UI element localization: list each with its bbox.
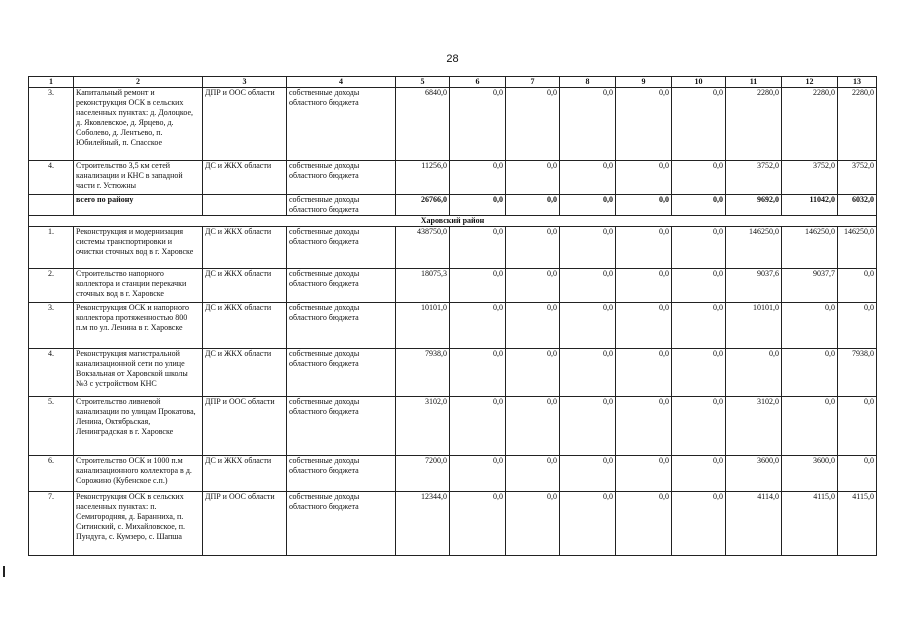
year-col-7: 0,0 [506, 492, 560, 556]
funding-source: собственные доходы областного бюджета [287, 269, 396, 303]
row-number: 1. [29, 227, 74, 269]
row-number: 4. [29, 349, 74, 397]
year-col-13: 0,0 [838, 397, 877, 456]
year-col-7: 0,0 [506, 397, 560, 456]
year-col-6: 0,0 [450, 456, 506, 492]
funding-source: собственные доходы областного бюджета [287, 161, 396, 195]
year-col-11: 9037,6 [726, 269, 782, 303]
year-col-12: 2280,0 [782, 88, 838, 161]
year-col-7: 0,0 [506, 161, 560, 195]
year-col-13: 146250,0 [838, 227, 877, 269]
responsible-agency: ДС и ЖКХ области [203, 456, 287, 492]
year-col-6: 0,0 [450, 195, 506, 216]
page-number: 28 [446, 53, 459, 65]
year-col-6: 0,0 [450, 269, 506, 303]
year-col-7: 0,0 [506, 227, 560, 269]
year-col-9: 0,0 [616, 397, 672, 456]
column-number: 1 [29, 77, 74, 88]
year-col-9: 0,0 [616, 349, 672, 397]
project-name: всего по району [74, 195, 203, 216]
year-col-8: 0,0 [560, 195, 616, 216]
column-number: 13 [838, 77, 877, 88]
program-table [28, 76, 877, 556]
project-name: Строительство ливневой канализации по улицам Прокатова, Ленина, Октябрьская, Ленинградская в г. Харовске [74, 397, 203, 456]
year-col-8: 0,0 [560, 161, 616, 195]
year-col-10: 0,0 [672, 492, 726, 556]
year-col-7: 0,0 [506, 349, 560, 397]
year-col-11: 9692,0 [726, 195, 782, 216]
year-col-8: 0,0 [560, 88, 616, 161]
responsible-agency: ДПР и ООС области [203, 492, 287, 556]
responsible-agency: ДС и ЖКХ области [203, 269, 287, 303]
year-col-10: 0,0 [672, 456, 726, 492]
year-col-9: 0,0 [616, 492, 672, 556]
column-number: 10 [672, 77, 726, 88]
row-number: 3. [29, 88, 74, 161]
year-col-10: 0,0 [672, 303, 726, 349]
funding-source: собственные доходы областного бюджета [287, 492, 396, 556]
column-number: 12 [782, 77, 838, 88]
row-number [29, 195, 74, 216]
row-number: 7. [29, 492, 74, 556]
year-col-12: 11042,0 [782, 195, 838, 216]
year-col-8: 0,0 [560, 492, 616, 556]
year-col-12: 146250,0 [782, 227, 838, 269]
year-col-7: 0,0 [506, 195, 560, 216]
total-amount: 6840,0 [396, 88, 450, 161]
year-col-6: 0,0 [450, 88, 506, 161]
funding-source: собственные доходы областного бюджета [287, 456, 396, 492]
year-col-12: 0,0 [782, 349, 838, 397]
responsible-agency: ДС и ЖКХ области [203, 303, 287, 349]
funding-source: собственные доходы областного бюджета [287, 227, 396, 269]
year-col-9: 0,0 [616, 303, 672, 349]
year-col-7: 0,0 [506, 456, 560, 492]
table-row [29, 269, 877, 303]
column-number: 7 [506, 77, 560, 88]
total-amount: 7200,0 [396, 456, 450, 492]
year-col-11: 10101,0 [726, 303, 782, 349]
year-col-11: 0,0 [726, 349, 782, 397]
year-col-11: 4114,0 [726, 492, 782, 556]
year-col-13: 6032,0 [838, 195, 877, 216]
year-col-11: 3600,0 [726, 456, 782, 492]
row-number: 4. [29, 161, 74, 195]
year-col-12: 9037,7 [782, 269, 838, 303]
year-col-8: 0,0 [560, 349, 616, 397]
responsible-agency: ДС и ЖКХ области [203, 161, 287, 195]
year-col-12: 3752,0 [782, 161, 838, 195]
year-col-11: 146250,0 [726, 227, 782, 269]
year-col-7: 0,0 [506, 303, 560, 349]
year-col-8: 0,0 [560, 397, 616, 456]
total-amount: 11256,0 [396, 161, 450, 195]
year-col-12: 4115,0 [782, 492, 838, 556]
total-amount: 10101,0 [396, 303, 450, 349]
column-number: 8 [560, 77, 616, 88]
funding-source: собственные доходы областного бюджета [287, 195, 396, 216]
table-row [29, 227, 877, 269]
binding-mark [3, 566, 5, 577]
year-col-6: 0,0 [450, 397, 506, 456]
year-col-13: 3752,0 [838, 161, 877, 195]
project-name: Строительство ОСК и 1000 п.м канализационного коллектора в д. Сорожино (Кубенское с.п.) [74, 456, 203, 492]
year-col-11: 3752,0 [726, 161, 782, 195]
responsible-agency: ДПР и ООС области [203, 88, 287, 161]
table-row [29, 303, 877, 349]
year-col-9: 0,0 [616, 88, 672, 161]
year-col-8: 0,0 [560, 303, 616, 349]
year-col-7: 0,0 [506, 269, 560, 303]
year-col-8: 0,0 [560, 227, 616, 269]
year-col-12: 0,0 [782, 303, 838, 349]
total-amount: 18075,3 [396, 269, 450, 303]
year-col-9: 0,0 [616, 161, 672, 195]
funding-source: собственные доходы областного бюджета [287, 303, 396, 349]
column-number: 2 [74, 77, 203, 88]
row-number: 2. [29, 269, 74, 303]
project-name: Строительство 3,5 км сетей канализации и КНС в западной части г. Устюжны [74, 161, 203, 195]
funding-source: собственные доходы областного бюджета [287, 349, 396, 397]
year-col-6: 0,0 [450, 349, 506, 397]
project-name: Реконструкция ОСК и напорного коллектора протяженностью 800 п.м по ул. Ленина в г. Харовске [74, 303, 203, 349]
total-amount: 12344,0 [396, 492, 450, 556]
year-col-13: 2280,0 [838, 88, 877, 161]
column-number-row [29, 77, 877, 88]
project-name: Реконструкция ОСК в сельских населенных пунктах: п. Семигородняя, д. Баранниха, п. Ситинский, с. Михайловское, п. Пундуга, с. Кумзеро, с. Шапша [74, 492, 203, 556]
year-col-12: 0,0 [782, 397, 838, 456]
column-number: 4 [287, 77, 396, 88]
responsible-agency: ДС и ЖКХ области [203, 349, 287, 397]
year-col-9: 0,0 [616, 227, 672, 269]
district-heading-row [29, 216, 877, 227]
year-col-6: 0,0 [450, 492, 506, 556]
year-col-13: 7938,0 [838, 349, 877, 397]
project-name: Капитальный ремонт и реконструкция ОСК в сельских населенных пунктах: д. Долоцкое, д. Яковлевское, д. Ярцево, д. Соболево, д. Лентьево, п. Юбилейный, п. Спасское [74, 88, 203, 161]
district-title: Харовский район [29, 216, 877, 227]
year-col-13: 4115,0 [838, 492, 877, 556]
year-col-9: 0,0 [616, 456, 672, 492]
year-col-8: 0,0 [560, 269, 616, 303]
year-col-13: 0,0 [838, 303, 877, 349]
year-col-10: 0,0 [672, 161, 726, 195]
year-col-12: 3600,0 [782, 456, 838, 492]
column-number: 6 [450, 77, 506, 88]
year-col-9: 0,0 [616, 269, 672, 303]
year-col-8: 0,0 [560, 456, 616, 492]
table-row [29, 349, 877, 397]
year-col-11: 3102,0 [726, 397, 782, 456]
project-name: Реконструкция магистральной канализационной сети по улице Вокзальная от Харовской школы №3 с устройством КНС [74, 349, 203, 397]
district-total-row [29, 195, 877, 216]
funding-source: собственные доходы областного бюджета [287, 397, 396, 456]
year-col-7: 0,0 [506, 88, 560, 161]
column-number: 3 [203, 77, 287, 88]
table-row [29, 88, 877, 161]
responsible-agency [203, 195, 287, 216]
year-col-9: 0,0 [616, 195, 672, 216]
responsible-agency: ДПР и ООС области [203, 397, 287, 456]
total-amount: 438750,0 [396, 227, 450, 269]
row-number: 3. [29, 303, 74, 349]
total-amount: 7938,0 [396, 349, 450, 397]
year-col-10: 0,0 [672, 195, 726, 216]
total-amount: 3102,0 [396, 397, 450, 456]
responsible-agency: ДС и ЖКХ области [203, 227, 287, 269]
table-row [29, 456, 877, 492]
table-row [29, 161, 877, 195]
year-col-10: 0,0 [672, 227, 726, 269]
project-name: Реконструкция и модернизация системы транспортировки и очистки сточных вод в г. Харовске [74, 227, 203, 269]
table-row [29, 492, 877, 556]
row-number: 6. [29, 456, 74, 492]
row-number: 5. [29, 397, 74, 456]
year-col-10: 0,0 [672, 269, 726, 303]
column-number: 11 [726, 77, 782, 88]
year-col-11: 2280,0 [726, 88, 782, 161]
year-col-13: 0,0 [838, 456, 877, 492]
table-row [29, 397, 877, 456]
total-amount: 26766,0 [396, 195, 450, 216]
year-col-6: 0,0 [450, 161, 506, 195]
year-col-13: 0,0 [838, 269, 877, 303]
project-name: Строительство напорного коллектора и станции перекачки сточных вод в г. Харовске [74, 269, 203, 303]
funding-source: собственные доходы областного бюджета [287, 88, 396, 161]
year-col-6: 0,0 [450, 227, 506, 269]
year-col-10: 0,0 [672, 349, 726, 397]
column-number: 9 [616, 77, 672, 88]
column-number: 5 [396, 77, 450, 88]
year-col-10: 0,0 [672, 88, 726, 161]
year-col-6: 0,0 [450, 303, 506, 349]
year-col-10: 0,0 [672, 397, 726, 456]
